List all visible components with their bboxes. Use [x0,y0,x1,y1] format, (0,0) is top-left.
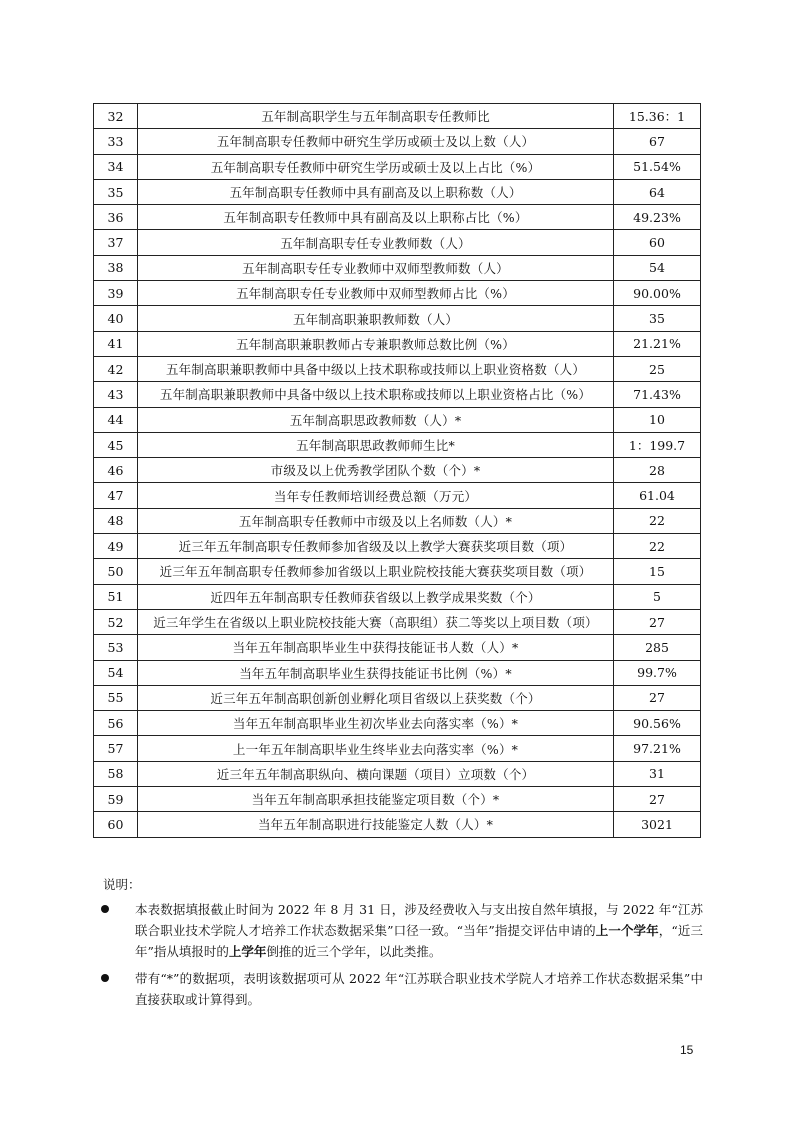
table-row [94,129,701,154]
table-row [94,306,701,331]
table-row [94,458,701,483]
indicator-value: 15.36：1 [614,104,701,129]
indicator-value: 10 [614,407,701,432]
indicator-table [93,103,701,838]
table-body [94,104,701,838]
table-row [94,331,701,356]
indicator-value: 71.43% [614,382,701,407]
row-number: 37 [94,230,138,255]
note-emphasis: 上一个学年 [595,923,659,938]
row-number: 43 [94,382,138,407]
table-row [94,179,701,204]
row-number: 38 [94,255,138,280]
row-number: 35 [94,179,138,204]
table-row [94,812,701,837]
indicator-name: 五年制高职专任专业教师数（人） [138,230,614,255]
table-row [94,154,701,179]
row-number: 58 [94,761,138,786]
indicator-value: 27 [614,609,701,634]
indicator-name: 五年制高职专任教师中研究生学历或硕士及以上占比（%） [138,154,614,179]
table-row [94,281,701,306]
row-number: 46 [94,458,138,483]
table-row [94,660,701,685]
note-text: ，“近三年”指从填报时的 [135,923,703,959]
indicator-name: 五年制高职专任专业教师中双师型教师数（人） [138,255,614,280]
indicator-value: 5 [614,584,701,609]
indicator-value: 15 [614,559,701,584]
table-row [94,230,701,255]
indicator-name: 近三年五年制高职专任教师参加省级及以上教学大赛获奖项目数（项） [138,534,614,559]
note-emphasis: 上学年 [228,944,267,959]
indicator-name: 近四年五年制高职专任教师获省级以上教学成果奖数（个） [138,584,614,609]
indicator-value: 90.56% [614,711,701,736]
indicator-name: 上一年五年制高职毕业生终毕业去向落实率（%）* [138,736,614,761]
note-text: 倒推的近三个学年，以此类推。 [266,944,442,959]
indicator-value: 3021 [614,812,701,837]
row-number: 39 [94,281,138,306]
table-row [94,559,701,584]
indicator-name: 五年制高职兼职教师数（人） [138,306,614,331]
indicator-name: 五年制高职专任教师中研究生学历或硕士及以上数（人） [138,129,614,154]
indicator-value: 97.21% [614,736,701,761]
table-row [94,635,701,660]
table-row [94,508,701,533]
table-row [94,534,701,559]
row-number: 33 [94,129,138,154]
indicator-value: 22 [614,508,701,533]
indicator-name: 当年专任教师培训经费总额（万元） [138,483,614,508]
indicator-value: 67 [614,129,701,154]
indicator-value: 28 [614,458,701,483]
indicator-value: 60 [614,230,701,255]
table-row [94,483,701,508]
indicator-value: 64 [614,179,701,204]
notes-section [93,874,703,1016]
indicator-name: 近三年五年制高职专任教师参加省级以上职业院校技能大赛获奖项目数（项） [138,559,614,584]
page-number: 15 [680,1043,694,1057]
indicator-name: 五年制高职学生与五年制高职专任教师比 [138,104,614,129]
row-number: 34 [94,154,138,179]
indicator-name: 近三年五年制高职纵向、横向课题（项目）立项数（个） [138,761,614,786]
indicator-name: 五年制高职思政教师师生比* [138,432,614,457]
indicator-name: 五年制高职专任专业教师中双师型教师占比（%） [138,281,614,306]
row-number: 42 [94,356,138,381]
indicator-value: 25 [614,356,701,381]
row-number: 32 [94,104,138,129]
indicator-name: 近三年五年制高职创新创业孵化项目省级以上获奖数（个） [138,685,614,710]
row-number: 53 [94,635,138,660]
indicator-value: 27 [614,787,701,812]
row-number: 52 [94,609,138,634]
row-number: 50 [94,559,138,584]
table-row [94,356,701,381]
row-number: 45 [94,432,138,457]
row-number: 60 [94,812,138,837]
table-row [94,104,701,129]
indicator-value: 285 [614,635,701,660]
indicator-name: 五年制高职兼职教师中具备中级以上技术职称或技师以上职业资格占比（%） [138,382,614,407]
row-number: 44 [94,407,138,432]
row-number: 49 [94,534,138,559]
row-number: 51 [94,584,138,609]
table-row [94,711,701,736]
indicator-name: 当年五年制高职毕业生获得技能证书比例（%）* [138,660,614,685]
note-text: 本表数据填报截止时间为 2022 年 8 月 31 日，涉及经费收入与支出按自然年填报，与 2022 年“江苏联合职业技术学院人才培养工作状态数据采集”口径一致。“当年”指提交评估申请的 [135,902,703,938]
indicator-name: 五年制高职专任教师中具有副高及以上职称数（人） [138,179,614,204]
indicator-value: 22 [614,534,701,559]
indicator-name: 市级及以上优秀教学团队个数（个）* [138,458,614,483]
table-row [94,787,701,812]
indicator-value: 1：199.7 [614,432,701,457]
row-number: 54 [94,660,138,685]
note-item-1 [93,899,703,962]
indicator-value: 99.7% [614,660,701,685]
row-number: 55 [94,685,138,710]
indicator-value: 31 [614,761,701,786]
indicator-name: 当年五年制高职毕业生中获得技能证书人数（人）* [138,635,614,660]
bullet-icon [101,974,109,982]
row-number: 40 [94,306,138,331]
row-number: 47 [94,483,138,508]
table-row [94,407,701,432]
note-item-2 [93,968,703,1010]
indicator-value: 21.21% [614,331,701,356]
table-row [94,205,701,230]
table-row [94,685,701,710]
table-row [94,255,701,280]
indicator-name: 当年五年制高职承担技能鉴定项目数（个）* [138,787,614,812]
table-row [94,761,701,786]
indicator-name: 五年制高职思政教师数（人）* [138,407,614,432]
table-row [94,736,701,761]
indicator-name: 当年五年制高职毕业生初次毕业去向落实率（%）* [138,711,614,736]
indicator-value: 35 [614,306,701,331]
note-text: 带有“*”的数据项，表明该数据项可从 2022 年“江苏联合职业技术学院人才培养工作状态数据采集”中直接获取或计算得到。 [135,971,703,1007]
row-number: 56 [94,711,138,736]
indicator-name: 五年制高职专任教师中市级及以上名师数（人）* [138,508,614,533]
row-number: 48 [94,508,138,533]
notes-title: 说明： [103,877,141,892]
indicator-value: 61.04 [614,483,701,508]
indicator-name: 五年制高职兼职教师占专兼职教师总数比例（%） [138,331,614,356]
table-row [94,432,701,457]
indicator-name: 五年制高职专任教师中具有副高及以上职称占比（%） [138,205,614,230]
indicator-value: 49.23% [614,205,701,230]
row-number: 57 [94,736,138,761]
indicator-value: 51.54% [614,154,701,179]
row-number: 36 [94,205,138,230]
indicator-name: 当年五年制高职进行技能鉴定人数（人）* [138,812,614,837]
row-number: 41 [94,331,138,356]
indicator-value: 27 [614,685,701,710]
table-row [94,609,701,634]
indicator-name: 五年制高职兼职教师中具备中级以上技术职称或技师以上职业资格数（人） [138,356,614,381]
bullet-icon [101,905,109,913]
indicator-value: 90.00% [614,281,701,306]
indicator-name: 近三年学生在省级以上职业院校技能大赛（高职组）获二等奖以上项目数（项） [138,609,614,634]
table-row [94,584,701,609]
row-number: 59 [94,787,138,812]
table-row [94,382,701,407]
indicator-value: 54 [614,255,701,280]
